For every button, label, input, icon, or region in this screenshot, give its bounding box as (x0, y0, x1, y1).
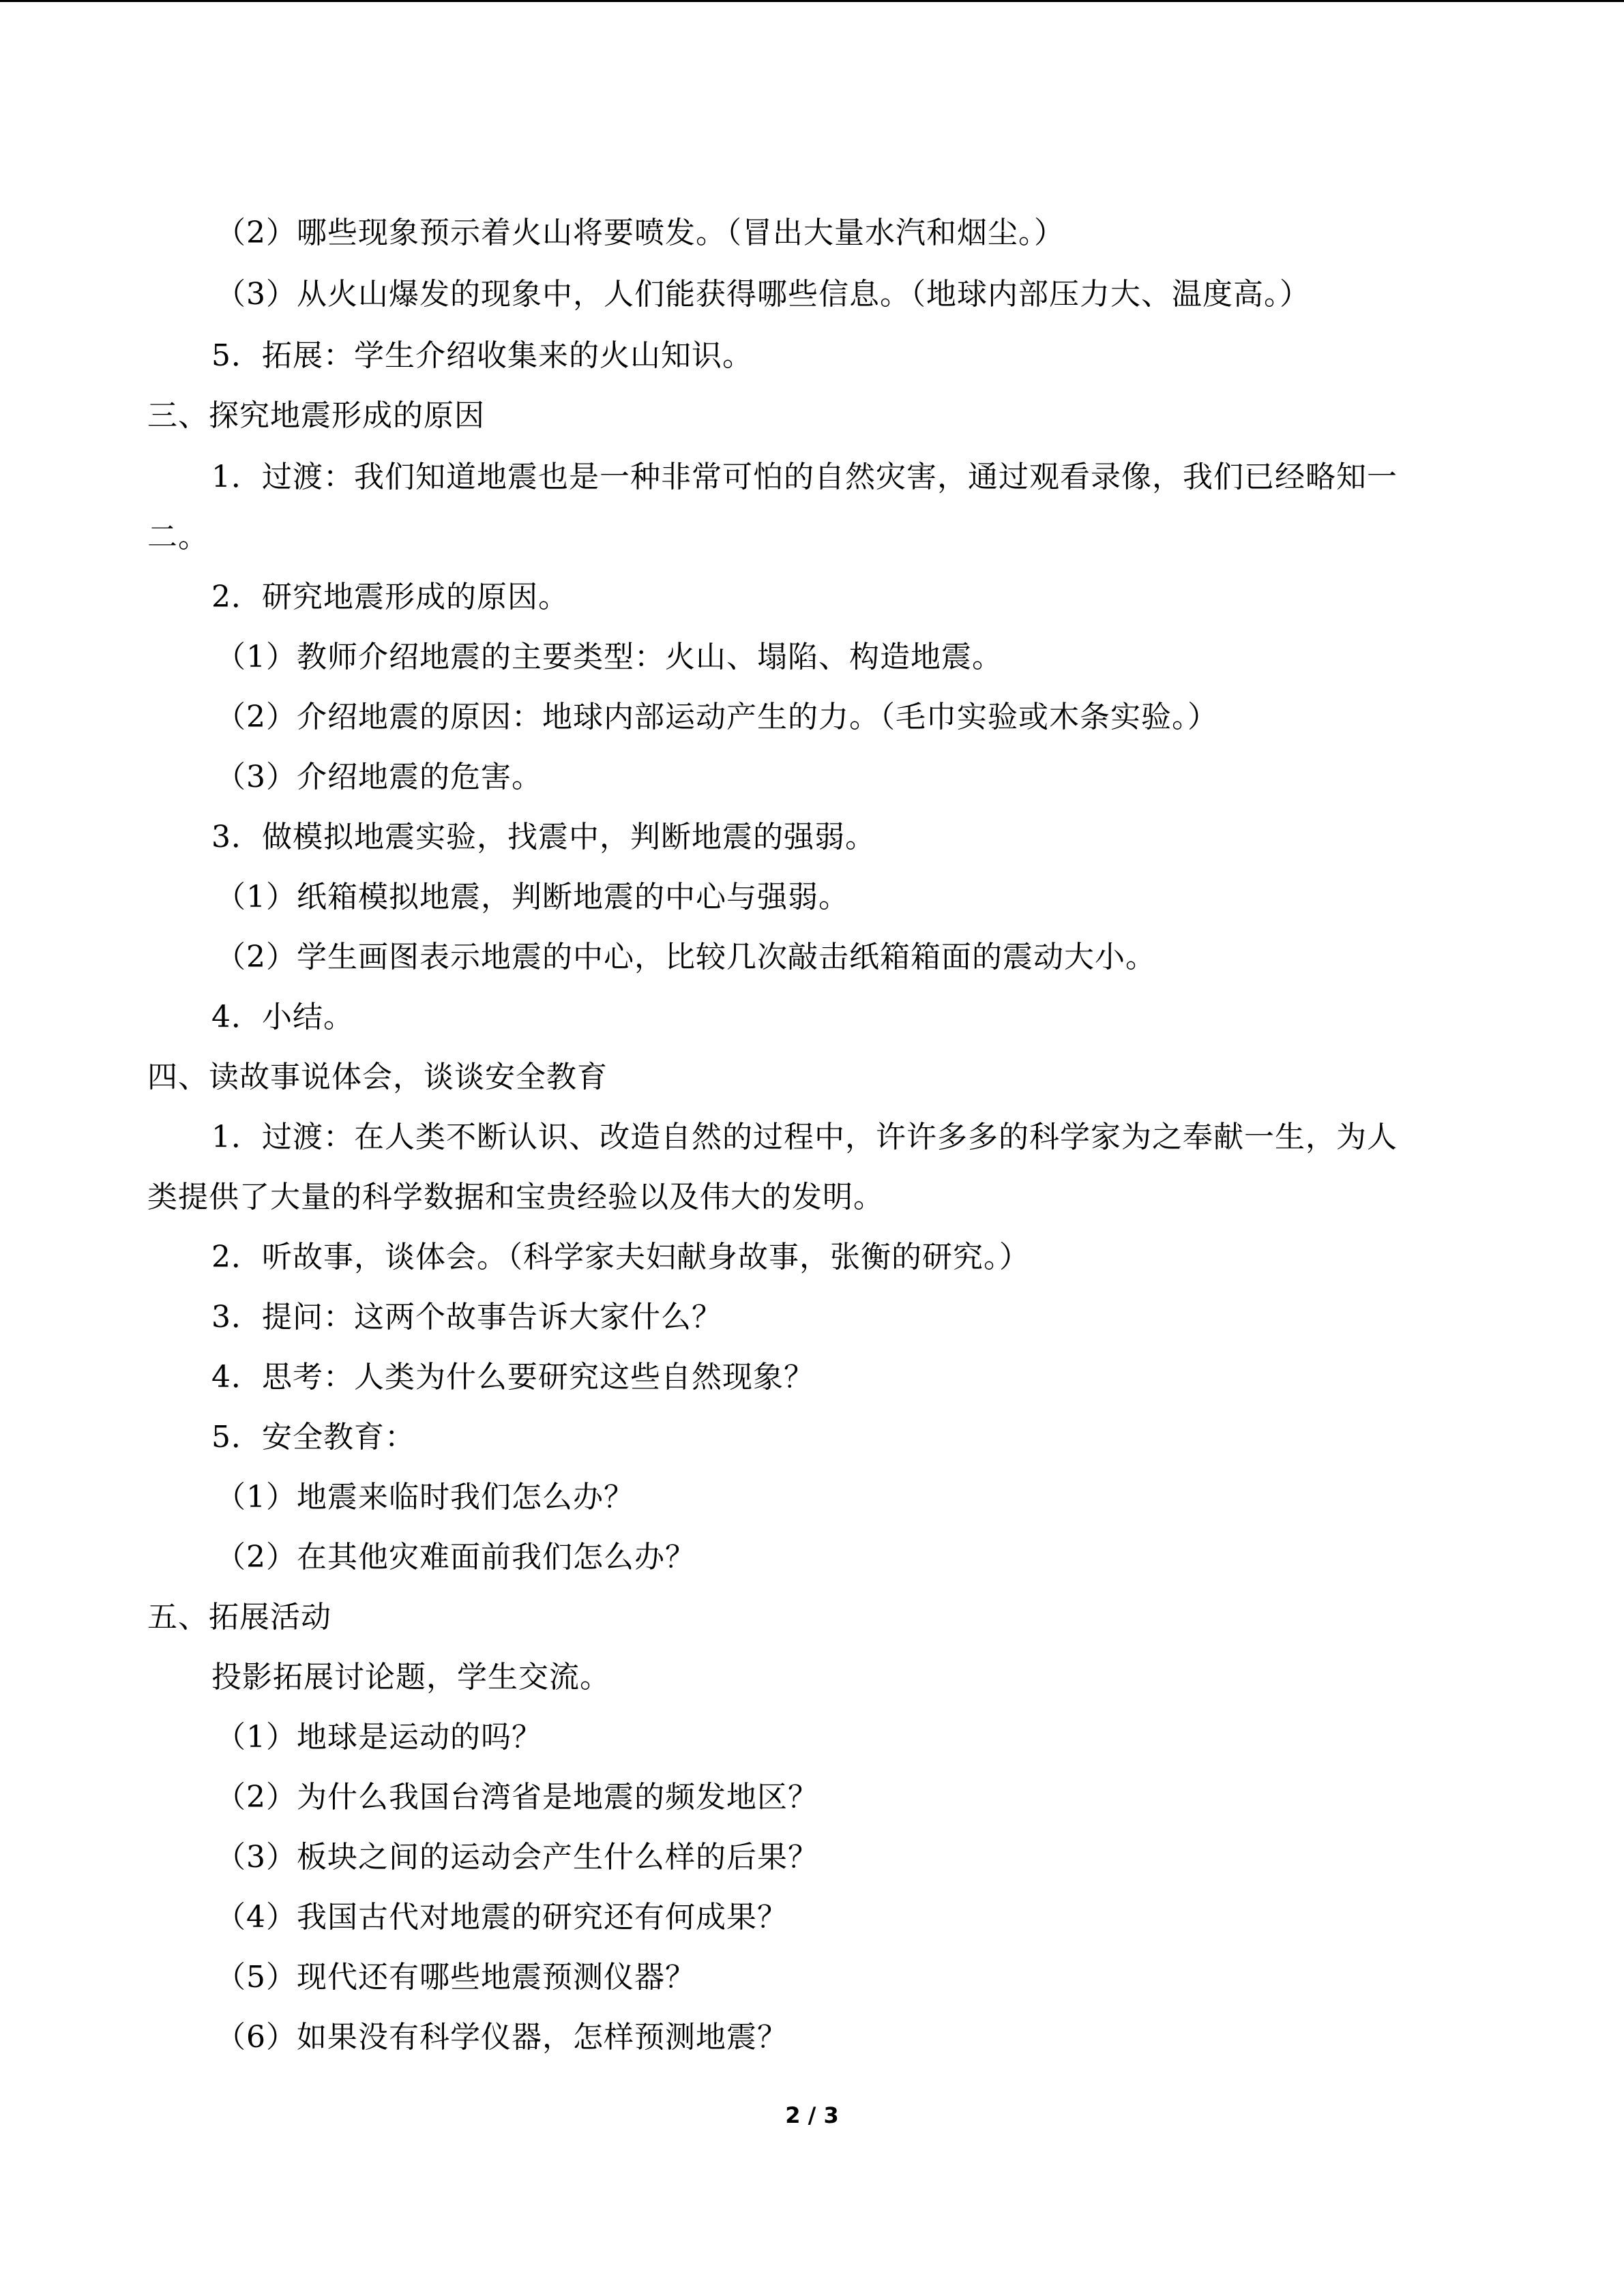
numbered-item-line: 5．安全教育： (211, 1420, 415, 1455)
numbered-item-line: 2．研究地震形成的原因。 (211, 580, 569, 614)
sub-item-line: （1）教师介绍地震的主要类型：火山、塌陷、构造地震。 (216, 640, 1003, 674)
page-number: 2 / 3 (785, 2102, 839, 2128)
sub-item-line: （2）介绍地震的原因：地球内部运动产生的力。（毛巾实验或木条实验。） (216, 700, 1218, 734)
sub-item-line: （2）为什么我国台湾省是地震的频发地区？ (216, 1780, 818, 1815)
paragraph-line: 投影拓展讨论题，学生交流。 (211, 1660, 610, 1695)
sub-item-line: （5）现代还有哪些地震预测仪器？ (216, 1960, 696, 1995)
sub-item-line: （6）如果没有科学仪器，怎样预测地震？ (216, 2020, 788, 2055)
sub-item-line: （2）在其他灾难面前我们怎么办？ (216, 1540, 696, 1575)
numbered-item-line: 3．做模拟地震实验，找震中，判断地震的强弱。 (211, 820, 876, 854)
continuation-line: 类提供了大量的科学数据和宝贵经验以及伟大的发明。 (147, 1180, 884, 1214)
sub-item-line: （1）纸箱模拟地震，判断地震的中心与强弱。 (216, 880, 849, 914)
section-heading: 四、读故事说体会，谈谈安全教育 (147, 1060, 608, 1094)
numbered-item-line: 5．拓展：学生介绍收集来的火山知识。 (211, 338, 753, 373)
sub-item-line: （2）学生画图表示地震的中心，比较几次敲击纸箱箱面的震动大小。 (216, 940, 1156, 974)
sub-item-line: （3）介绍地震的危害。 (216, 760, 542, 794)
numbered-item-line: 2．听故事，谈体会。（科学家夫妇献身故事，张衡的研究。） (211, 1240, 1030, 1274)
sub-item-line: （1）地震来临时我们怎么办？ (216, 1480, 634, 1515)
numbered-item-line: 1．过渡：在人类不断认识、改造自然的过程中，许许多多的科学家为之奉献一生，为人 (211, 1120, 1398, 1154)
sub-item-line: （4）我国古代对地震的研究还有何成果？ (216, 1900, 788, 1935)
sub-item-line: （1）地球是运动的吗？ (216, 1720, 542, 1755)
numbered-item-line: 1．过渡：我们知道地震也是一种非常可怕的自然灾害，通过观看录像，我们已经略知一 (211, 460, 1398, 494)
numbered-item-line: 4．思考：人类为什么要研究这些自然现象？ (211, 1360, 814, 1395)
sub-item-line: （3）从火山爆发的现象中，人们能获得哪些信息。（地球内部压力大、温度高。） (216, 277, 1310, 312)
section-heading: 五、拓展活动 (147, 1600, 331, 1635)
section-heading: 三、探究地震形成的原因 (147, 398, 485, 433)
sub-item-line: （2）哪些现象预示着火山将要喷发。（冒出大量水汽和烟尘。） (216, 215, 1065, 250)
sub-item-line: （3）板块之间的运动会产生什么样的后果？ (216, 1840, 818, 1875)
continuation-line: 二。 (147, 520, 209, 554)
numbered-item-line: 4．小结。 (211, 1000, 354, 1034)
numbered-item-line: 3．提问：这两个故事告诉大家什么？ (211, 1300, 722, 1335)
